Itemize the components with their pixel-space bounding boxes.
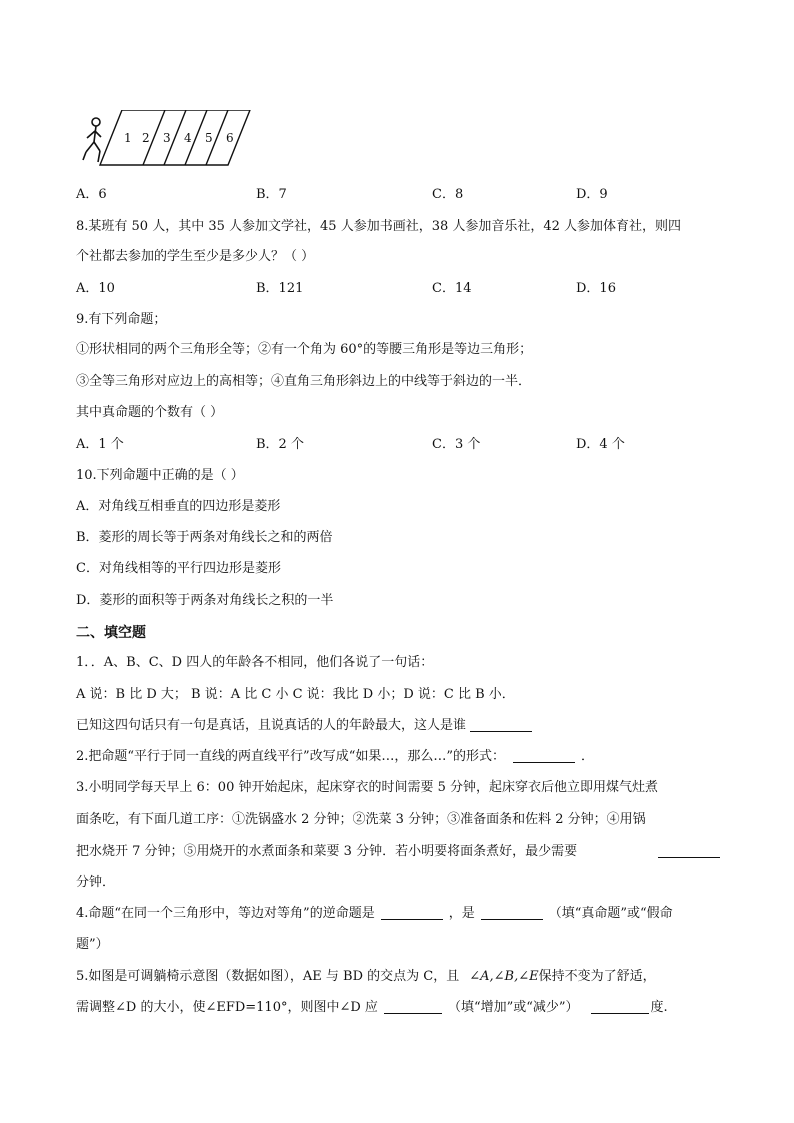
runner-icon xyxy=(83,118,101,162)
q10-option-a: A．对角线互相垂直的四边形是菱形 xyxy=(76,499,281,514)
f5-answer-blank-2[interactable] xyxy=(591,999,649,1014)
q9-line3: ③全等三角形对应边上的高相等；④直角三角形斜边上的中线等于斜边的一半． xyxy=(76,374,532,389)
lane-number-4: 4 xyxy=(184,131,192,145)
section-heading: 二、填空题 xyxy=(76,625,146,641)
f4-text-c: （填“真命题”或“假命 xyxy=(548,906,673,921)
f5-text-d: 需调整∠D 的大小，使∠EFD=110°，则图中∠D 应 xyxy=(76,1000,378,1015)
q7-option-a: A．6 xyxy=(76,187,107,202)
f5-answer-blank-1[interactable] xyxy=(384,999,442,1014)
f1-line2: A 说：B 比 D 大； B 说：A 比 C 小 C 说：我比 D 小；D 说：C 比 B 小． xyxy=(76,687,515,702)
f5-text-a: 5.如图是可调躺椅示意图（数据如图），AE 与 BD 的交点为 C，且 xyxy=(76,969,460,984)
q8-option-b: B．121 xyxy=(256,281,304,296)
lane-number-3: 3 xyxy=(163,131,171,145)
q8-option-c: C．14 xyxy=(432,281,472,296)
q8-option-d: D．16 xyxy=(576,281,616,296)
lane-number-5: 5 xyxy=(205,131,213,145)
f5-text-e: （填“增加”或“减少”） xyxy=(447,1000,579,1015)
f5-angles: ∠A,∠B,∠E xyxy=(469,969,539,984)
q9-option-c: C．3 个 xyxy=(432,437,481,452)
q9-line2: ①形状相同的两个三角形全等；②有一个角为 60°的等腰三角形是等边三角形； xyxy=(76,342,533,357)
f3-answer-blank[interactable] xyxy=(658,843,720,858)
race-figure xyxy=(78,110,258,170)
f3-line1: 3.小明同学每天早上 6：00 钟开始起床，起床穿衣的时间需要 5 分钟，起床穿衣后他立即用煤气灶煮 xyxy=(76,780,659,795)
q9-line4: 其中真命题的个数有（ ） xyxy=(76,405,224,420)
f1-line3 xyxy=(76,717,532,735)
f3-line2: 面条吃，有下面几道工序：①洗锅盛水 2 分钟；②洗菜 3 分钟；③准备面条和佐料 2 分钟；④用锅 xyxy=(76,812,646,827)
f5-line2 xyxy=(76,999,668,1017)
f4-text-a: 4.命题“在同一个三角形中，等边对等角”的逆命题是 xyxy=(76,906,375,921)
f3-line3: 把水烧开 7 分钟；⑤用烧开的水煮面条和菜要 3 分钟．若小明要将面条煮好，最少需要 xyxy=(76,844,578,859)
f2-answer-blank[interactable] xyxy=(513,748,575,763)
q9-option-a: A．1 个 xyxy=(76,437,124,452)
f4-line2: 题”） xyxy=(76,937,109,952)
q10-option-c: C．对角线相等的平行四边形是菱形 xyxy=(76,561,281,576)
f1-answer-blank[interactable] xyxy=(470,717,532,732)
f2-end: ． xyxy=(581,749,595,764)
f1-line3-text: 已知这四句话只有一句是真话，且说真话的人的年龄最大，这人是谁 xyxy=(76,718,467,733)
f5-text-f: 度. xyxy=(650,1000,668,1015)
f3-line4: 分钟． xyxy=(76,875,116,890)
f2-line xyxy=(76,748,594,766)
f5-text-c: 保持不变为了舒适， xyxy=(538,969,656,984)
q9-line1: 9.有下列命题； xyxy=(76,312,167,327)
q8-line2: 个社都去参加的学生至少是多少人？（ ） xyxy=(76,249,315,264)
lane-number-6: 6 xyxy=(226,131,234,145)
f4-text-b: ，是 xyxy=(448,906,475,921)
lane-number-1: 1 xyxy=(124,131,132,145)
q10-option-b: B．菱形的周长等于两条对角线长之和的两倍 xyxy=(76,530,333,545)
q9-option-b: B．2 个 xyxy=(256,437,304,452)
q8-line1: 8.某班有 50 人，其中 35 人参加文学社，45 人参加书画社，38 人参加音乐社，42 人参加体育社，则四 xyxy=(76,219,682,234)
f4-line1 xyxy=(76,905,673,923)
q10-option-d: D．菱形的面积等于两条对角线长之积的一半 xyxy=(76,593,334,608)
f4-answer-blank-2[interactable] xyxy=(481,905,543,920)
lane-number-2: 2 xyxy=(142,131,150,145)
f5-line1 xyxy=(76,968,656,986)
q7-option-c: C．8 xyxy=(432,187,464,202)
q7-option-d: D．9 xyxy=(576,187,608,202)
q8-option-a: A．10 xyxy=(76,281,115,296)
f4-answer-blank-1[interactable] xyxy=(381,905,443,920)
q10-stem: 10.下列命题中正确的是（ ） xyxy=(76,468,244,483)
q9-option-d: D．4 个 xyxy=(576,437,625,452)
f1-line1: 1．．A、B、C、D 四人的年龄各不相同，他们各说了一句话： xyxy=(76,655,434,670)
q7-option-b: B．7 xyxy=(256,187,287,202)
f2-text: 2.把命题“平行于同一直线的两直线平行”改写成“如果…，那么…”的形式： xyxy=(76,749,505,764)
